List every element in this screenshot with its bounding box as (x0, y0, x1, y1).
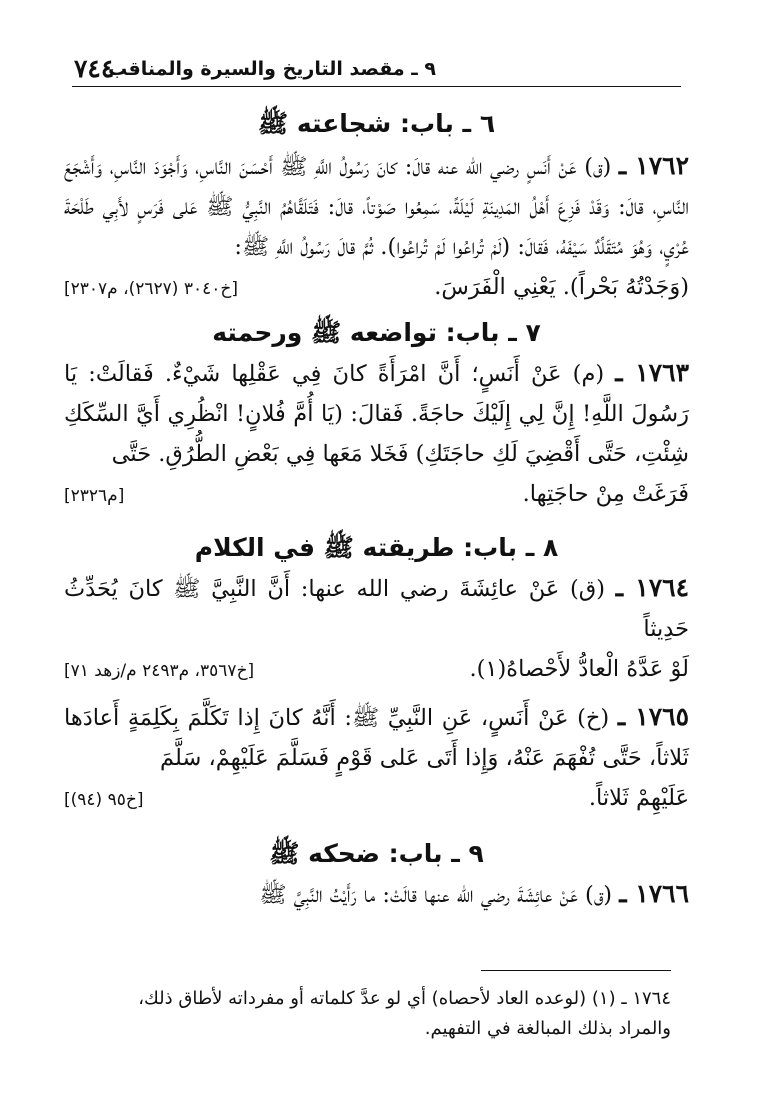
hadith-1762-last-line (64, 267, 689, 309)
hadith-reference: [م٢٣٢٦] (64, 486, 125, 506)
hadith-1763 (64, 353, 689, 474)
hadith-text-end: فَرَغَتْ مِنْ حاجَتِها. (522, 481, 689, 507)
hadith-text-end: لَوْ عَدَّهُ الْعادُّ لأَحْصاهُ(١). (469, 656, 689, 682)
footnote-divider (481, 970, 671, 971)
hadith-text: (ق) عَنْ عائِشَةَ رضي الله عنها: أَنَّ النَّبِيَّ ﷺ كانَ يُحَدِّثُ حَدِيثاً (64, 576, 689, 642)
section-heading-8: ٨ ـ باب: طريقته ﷺ في الكلام (194, 533, 559, 562)
hadith-text: (ق) عَنْ عائِشَةَ رضي الله عنها قالَتْ: ما رَأَيْتُ النَّبِيَّ ﷺ (259, 882, 613, 908)
hadith-reference: [خ٩٥ (٩٤)] (64, 790, 144, 810)
section-heading-6: ٦ ـ باب: شجاعته ﷺ (257, 109, 496, 138)
hadith-number: ١٧٦٦ ـ (619, 879, 689, 908)
footnote-line: والمراد بذلك المبالغة في التفهيم. (424, 1018, 671, 1039)
hadith-1762 (64, 146, 689, 267)
section-heading-7: ٧ ـ باب: تواضعه ﷺ ورحمته (212, 318, 541, 347)
footnote (70, 984, 671, 1044)
hadith-text: (ق) عَنْ أَنَسٍ رضي الله عنه قالَ: كانَ رَسُولُ اللَّهِ ﷺ أَحْسَنَ النَّاسِ، وَأَجْوَدَ النَّاسِ، وَأَشْجَعَ النَّاسِ، قالَ: وَقَدْ فَزِعَ أَهْلُ المَدِينَةِ لَيْلَةً، سَمِعُوا صَوْتاً، قالَ: فَتَلَقَّاهُمُ النَّبِيُّ ﷺ عَلى فَرَسٍ لأَبِي طَلْحَةَ عُرْيٍ، وَهُوَ مُتَقَلِّدٌ سَيْفَهُ، فَقالَ: (لَمْ تُراعُوا لَمْ تُراعُوا). ثُمَّ قالَ رَسُولُ اللَّهِ ﷺ: (64, 154, 689, 260)
hadith-number: ١٧٦٤ ـ (615, 573, 689, 602)
hadith-text: (خ) عَنْ أَنَسٍ، عَنِ النَّبِيِّ ﷺ: أَنَّهُ كانَ إِذا تَكَلَّمَ بِكَلِمَةٍ أَعادَها ثَلاثاً، حَتَّى تُفْهَمَ عَنْهُ، وَإِذا أَتَى عَلى قَوْمٍ فَسَلَّمَ عَلَيْهِمْ، سَلَّمَ (64, 705, 689, 771)
hadith-text: (م) عَنْ أَنَسٍ؛ أَنَّ امْرَأَةً كانَ فِي عَقْلِها شَيْءٌ. فَقالَتْ: يَا رَسُولَ اللَّهِ! إِنَّ لِي إِلَيْكَ حاجَةً. فَقالَ: (يَا أُمَّ فُلانٍ! انْظُرِي أَيَّ السِّكَكِ شِئْتِ، حَتَّى أَقْضِيَ لَكِ حاجَتَكِ) فَخَلا مَعَها فِي بَعْضِ الطُّرُقِ. حَتَّى (64, 361, 689, 467)
hadith-text-end: عَلَيْهِمْ ثَلاثاً. (588, 785, 689, 811)
section-heading-9: ٩ ـ باب: ضحكه ﷺ (269, 839, 484, 868)
hadith-1764-last-line (64, 649, 689, 691)
running-header (72, 52, 681, 87)
hadith-1764 (64, 568, 689, 649)
page-number: ٧٤٤ (74, 54, 115, 83)
hadith-1763-last-line (64, 474, 689, 516)
hadith-text-end: (وَجَدْتُهُ بَحْراً). يَعْنِي الْفَرَسَ. (434, 274, 689, 300)
hadith-1765 (64, 697, 689, 778)
hadith-reference: [خ٣٥٦٧، م٢٤٩٣ م/زهد ٧١] (64, 661, 255, 681)
hadith-number: ١٧٦٣ ـ (615, 358, 689, 387)
hadith-reference: [خ٣٠٤٠ (٢٦٢٧)، م٢٣٠٧] (64, 279, 238, 299)
running-title: ٩ ـ مقصد التاريخ والسيرة والمناقب (108, 58, 436, 80)
hadith-1766 (64, 874, 689, 915)
hadith-1765-last-line (64, 778, 689, 820)
page-body (64, 104, 689, 915)
hadith-number: ١٧٦٥ ـ (617, 702, 690, 731)
hadith-number: ١٧٦٢ ـ (618, 151, 689, 180)
footnote-line: ١٧٦٤ ـ (١) (لوعده العاد لأحصاه) أي لو عدَّ كلماته أو مفرداته لأطاق ذلك، (138, 988, 671, 1009)
